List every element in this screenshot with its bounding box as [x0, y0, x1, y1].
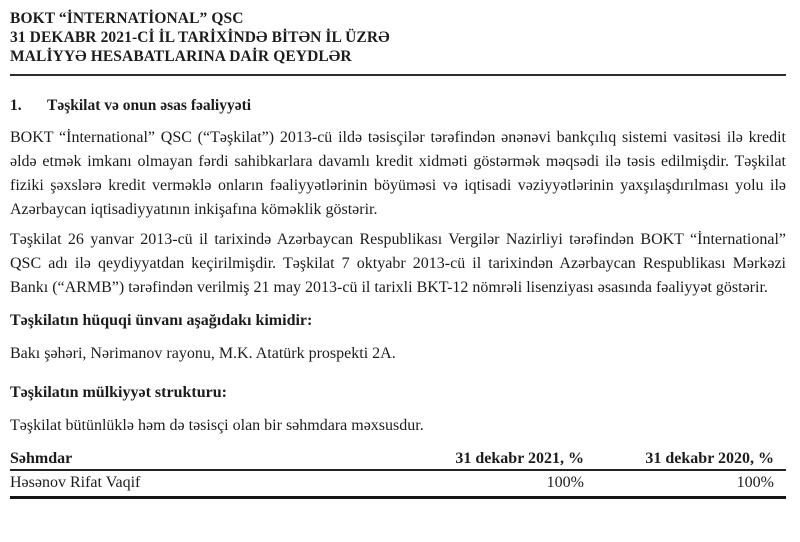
- section-number: 1.: [10, 97, 22, 114]
- company-name: BOKT “İNTERNATİONAL” QSC: [10, 10, 244, 27]
- share-2021-value: 100%: [444, 470, 584, 498]
- legal-address-heading: Təşkilatın hüquqi ünvanı aşağıdakı kimidir:: [10, 312, 313, 329]
- ownership-text: Təşkilat bütünlüklə həm də təsisçi olan bir səhmdara məxsusdur.: [10, 417, 424, 434]
- share-2020-value: 100%: [584, 470, 786, 498]
- section-title: Təşkilat və onun əsas fəaliyyəti: [47, 97, 252, 114]
- paragraph-registration: Təşkilat 26 yanvar 2013-cü il tarixində Azərbaycan Respublikası Vergilər Nazirliyi tərəfindən BOKT “İnternational” QSC adı ilə qeydiyyatdan keçirilmişdir. Təşkilat 7 oktyabr 2013-cü il tarixindən Azərbaycan Respublikası Mərkəzi Bankı (“ARMB”) tərəfindən verilmiş 21 may 2013-cü il tarixli BKT-12 nömrəli lisenziyası əsasında fəaliyyət göstərir.: [10, 231, 786, 296]
- table-header-row: [10, 450, 786, 470]
- section-heading: [10, 94, 786, 118]
- column-header-shareholder: Səhmdar: [10, 450, 444, 470]
- column-header-2021: 31 dekabr 2021, %: [444, 450, 584, 470]
- shareholder-name: Həsənov Rifat Vaqif: [10, 470, 444, 498]
- ownership-heading: Təşkilatın mülkiyyət strukturu:: [10, 384, 227, 401]
- legal-address-text: Bakı şəhəri, Nərimanov rayonu, M.K. Atatürk prospekti 2A.: [10, 345, 396, 362]
- paragraph-establishment: BOKT “İnternational” QSC (“Təşkilat”) 2013-cü ildə təsisçilər tərəfindən ənənəvi bankçılıq sistemi vasitəsi ilə kredit əldə etmək imkanı olmayan fərdi sahibkarlara davamlı kredit xidməti göstərmək məqsədi ilə təsis edilmişdir. Təşkilat fiziki şəxslərə kredit verməklə onların fəaliyyətlərinin böyüməsi və iqtisadi vəziyyətlərinin yaxşılaşdırılması yolu ilə Azərbaycan iqtisadiyyatının inkişafına köməklik göstərir.: [10, 129, 786, 218]
- shareholders-table: [10, 450, 786, 499]
- report-period-line: 31 DEKABR 2021-Cİ İL TARİXİNDƏ BİTƏN İL ÜZRƏ: [10, 29, 390, 46]
- document-header: [10, 9, 786, 76]
- table-row: [10, 470, 786, 498]
- column-header-2020: 31 dekabr 2020, %: [584, 450, 786, 470]
- report-title: MALİYYƏ HESABATLARINA DAİR QEYDLƏR: [10, 48, 352, 65]
